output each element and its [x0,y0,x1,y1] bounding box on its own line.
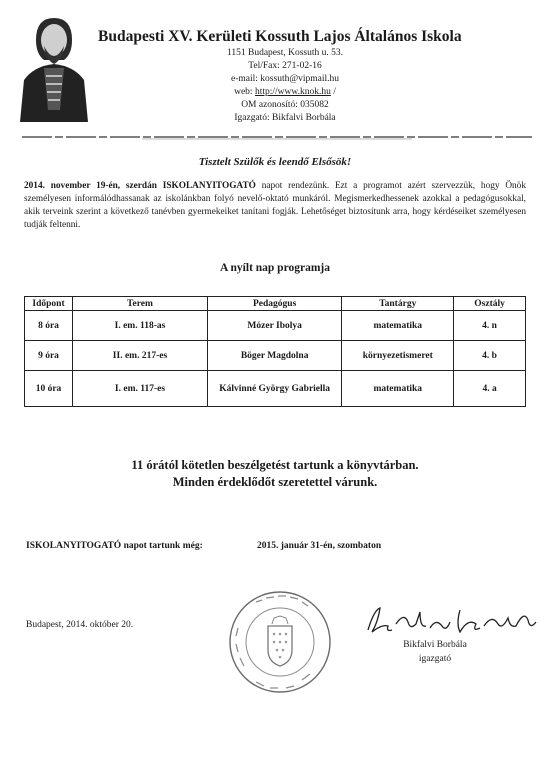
web-suffix: / [330,87,336,97]
cell-room: I. em. 118-as [73,311,208,341]
welcome-line: Minden érdeklődőt szeretettel várunk. [172,475,378,489]
program-table [24,296,526,407]
next-event-date: 2015. január 31-én, szombaton [257,541,382,551]
cell-time: 10 óra [25,371,73,407]
greeting: Tisztelt Szülők és leendő Elsősök! [198,156,352,168]
intro-bold: 2014. november 19-én, szerdán ISKOLANYITOGATÓ [24,181,256,191]
intro-text: napot rendezünk. Ezt a programot azért szervezzük, hogy Önök személyesen informálódhassanak az iskolánkban folyó nevelő-oktató munkáról. Megismerkedhessenek azokkal a pedagógusokkal, akik terveink szerint a következő tanévben gyermekeiket tanítani fogják. Lehetőséget biztosítunk arra, hogy kérdéseiket személyesen tudják feltenni. [24,181,526,230]
web-label: web: [234,87,255,97]
table-row [25,311,526,341]
cell-subject: matematika [342,371,454,407]
school-address: 1151 Budapest, Kossuth u. 53. [226,48,344,58]
signer-role: igazgató [418,654,452,664]
header-time: Időpont [25,297,73,311]
cell-time: 9 óra [25,341,73,371]
school-stamp-icon [226,588,334,696]
cell-subject: matematika [342,311,454,341]
table-header-row [25,297,526,311]
program-title: A nyílt nap programja [219,262,330,274]
intro-paragraph [24,180,526,232]
handwritten-signature-icon [364,604,540,640]
table-row [25,341,526,371]
header-teacher: Pedagógus [207,297,341,311]
school-web [200,87,370,97]
web-link[interactable]: http://www.knok.hu [254,87,331,97]
cell-room: I. em. 117-es [73,371,208,407]
header-room: Terem [73,297,208,311]
cell-time: 8 óra [25,311,73,341]
header-divider [22,127,532,133]
school-om-id: OM azonosító: 035082 [241,100,329,110]
next-event-label: ISKOLANYITOGATÓ napot tartunk még: [26,541,203,551]
cell-class: 4. b [454,341,526,371]
library-info: 11 órától kötetlen beszélgetést tartunk a könyvtárban. [131,458,419,472]
place-and-date: Budapest, 2014. október 20. [26,620,134,630]
table-row [25,371,526,407]
cell-teacher: Mózer Ibolya [207,311,341,341]
cell-teacher: Kálvinné György Gabriella [207,371,341,407]
cell-teacher: Böger Magdolna [207,341,341,371]
school-director: Igazgató: Bikfalvi Borbála [234,113,336,123]
cell-class: 4. n [454,311,526,341]
cell-room: II. em. 217-es [73,341,208,371]
cell-class: 4. a [454,371,526,407]
cell-subject: környezetismeret [342,341,454,371]
school-phone: Tel/Fax: 271-02-16 [248,61,322,71]
kossuth-portrait-icon [14,10,94,122]
school-name: Budapesti XV. Kerületi Kossuth Lajos Általános Iskola [98,28,462,45]
school-email: e-mail: kossuth@vipmail.hu [231,74,339,84]
signer-name: Bikfalvi Borbála [403,640,467,650]
header-class: Osztály [454,297,526,311]
header-subject: Tantárgy [342,297,454,311]
